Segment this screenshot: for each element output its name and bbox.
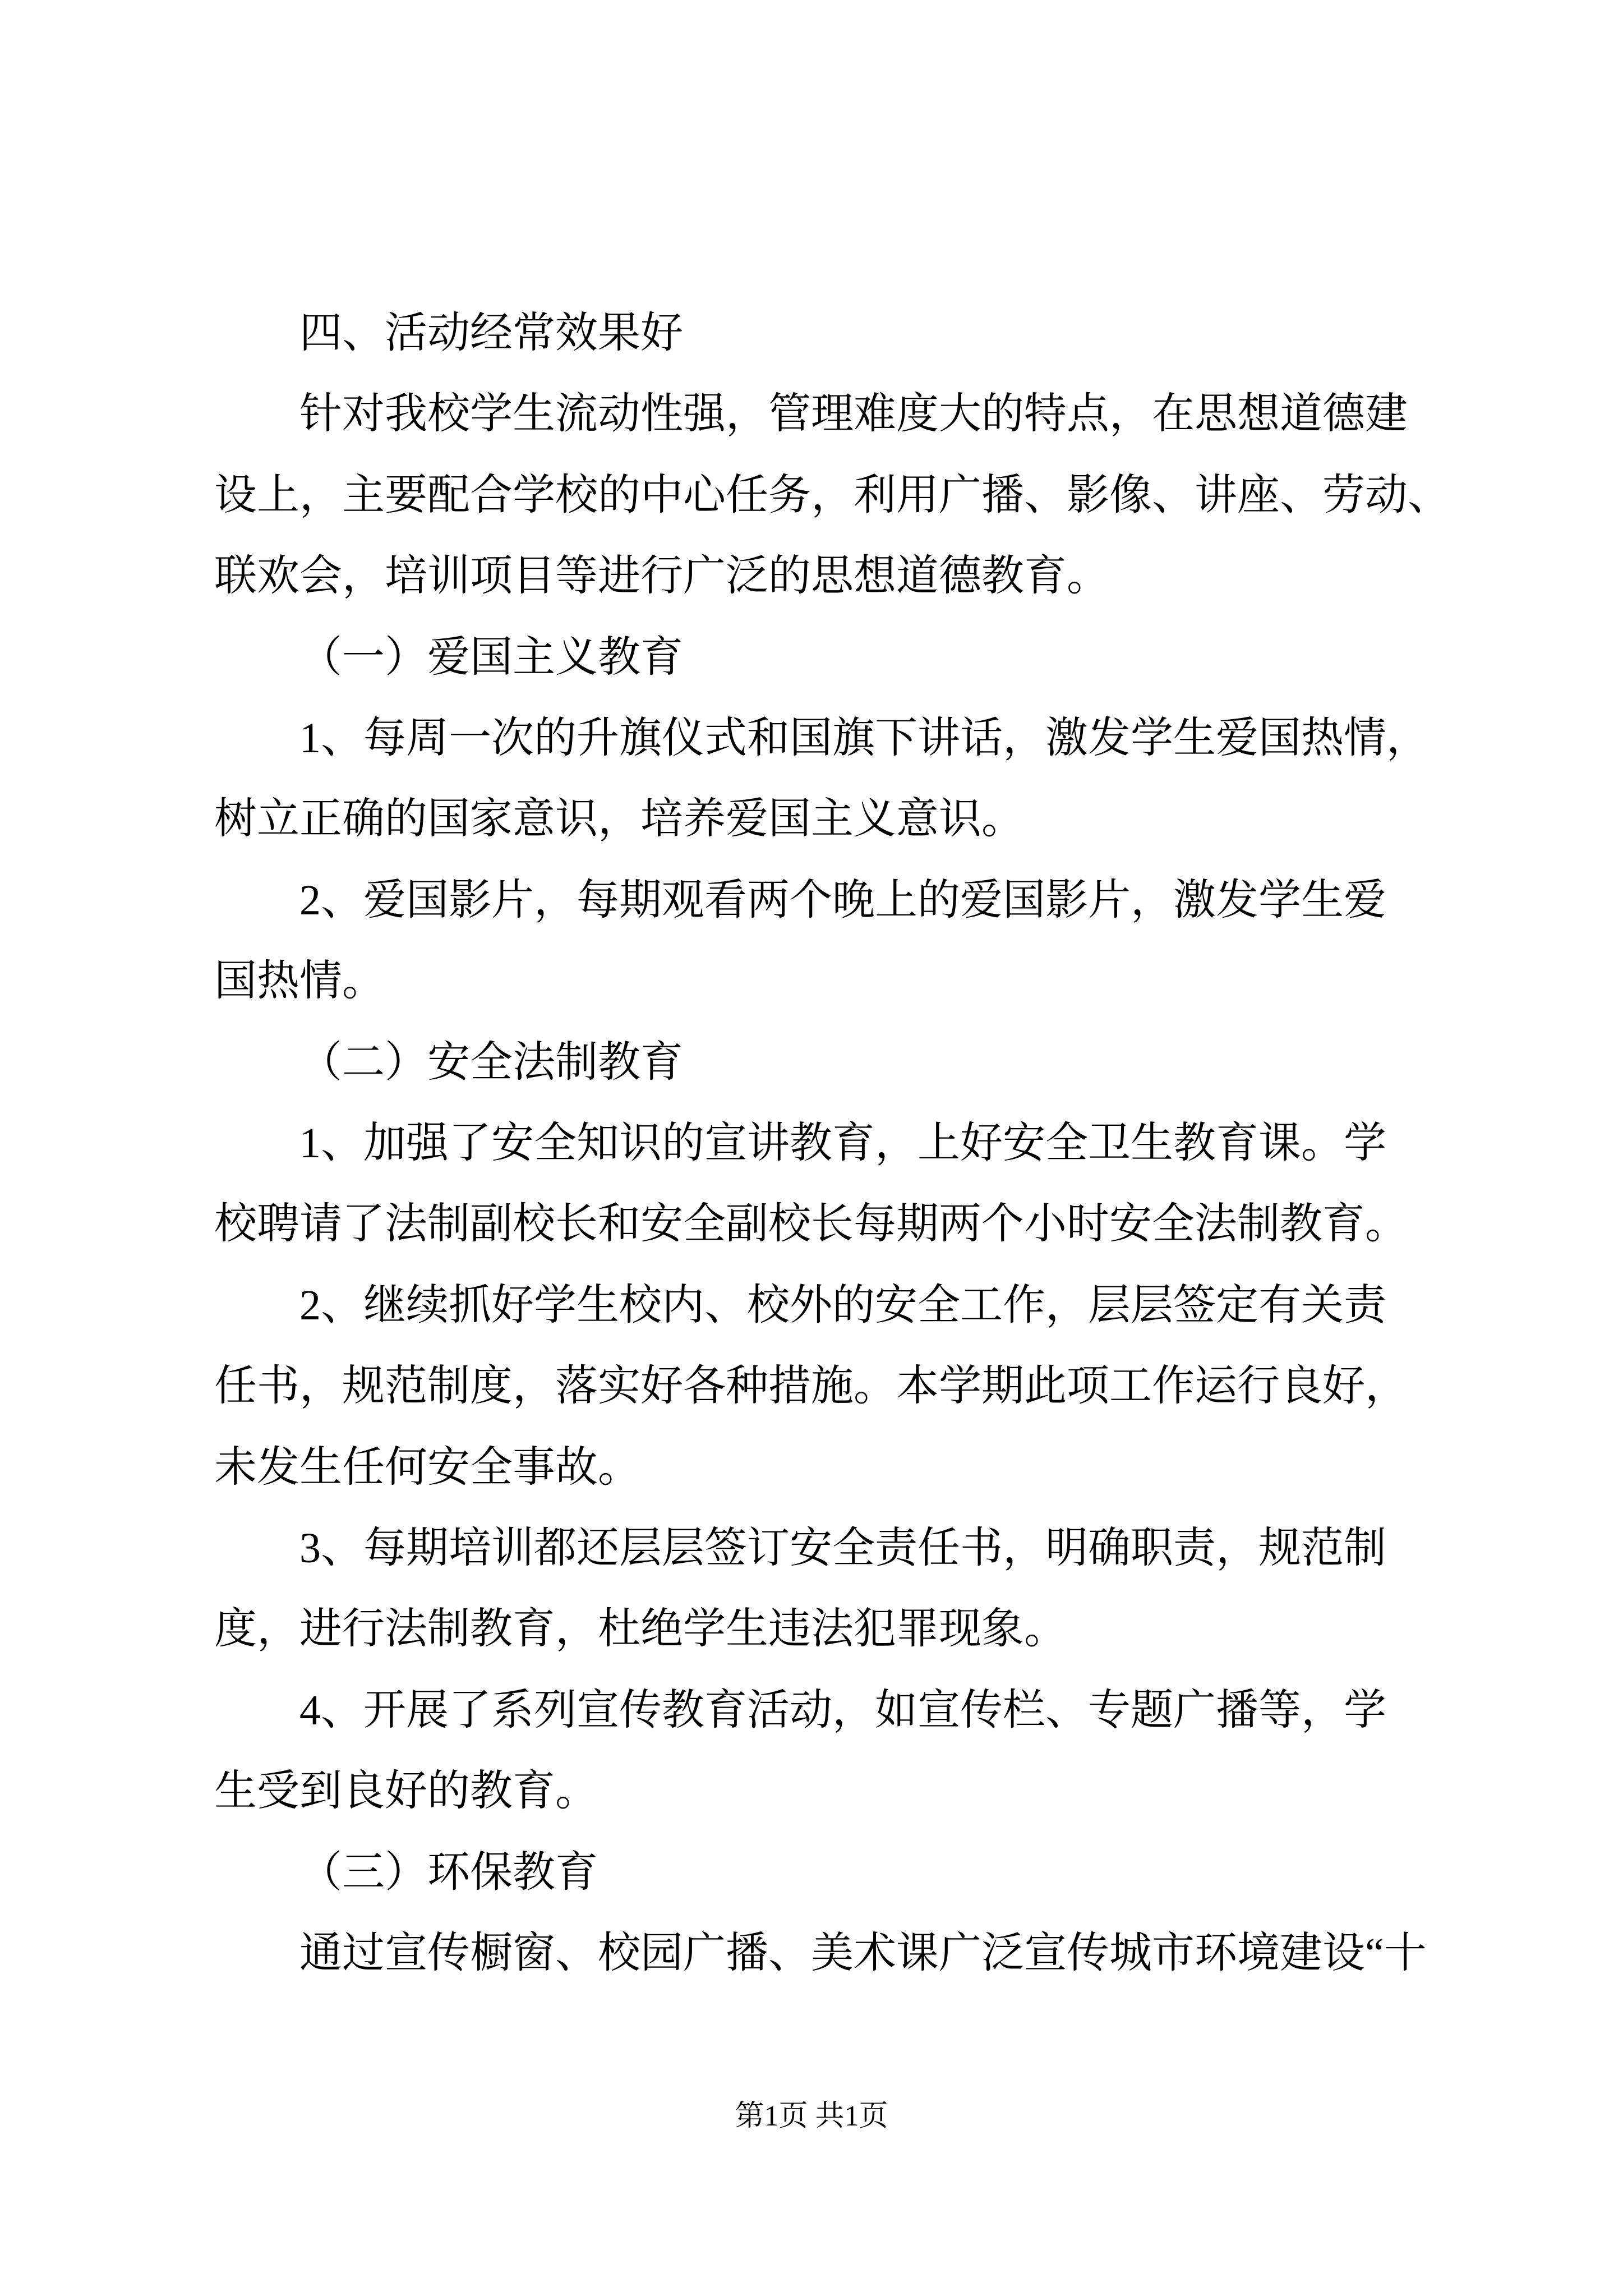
item-line: 3、每期培训都还层层签订安全责任书，明确职责，规范制: [299, 1525, 1386, 1572]
intro-line: 设上，主要配合学校的中心任务，利用广播、影像、讲座、劳动、: [214, 472, 1450, 519]
item-line: 2、继续抓好学生校内、校外的安全工作，层层签定有关责: [299, 1282, 1386, 1329]
subsection-heading: （二）安全法制教育: [299, 1039, 683, 1086]
intro-line: 联欢会，培训项目等进行广泛的思想道德教育。: [214, 553, 1109, 600]
subsection-heading: （一）爱国主义教育: [299, 634, 683, 681]
intro-line: 针对我校学生流动性强，管理难度大的特点，在思想道德建: [299, 390, 1408, 438]
item-line: 任书，规范制度，落实好各种措施。本学期此项工作运行良好，: [214, 1363, 1408, 1410]
item-line: 1、每周一次的升旗仪式和国旗下讲话，激发学生爱国热情，: [299, 715, 1429, 762]
page-number-label: 第1页 共1页: [735, 2100, 888, 2132]
item-line: 生受到良好的教育。: [214, 1768, 598, 1815]
item-line: 度，进行法制教育，杜绝学生违法犯罪现象。: [214, 1605, 1067, 1653]
item-line: 树立正确的国家意识，培养爱国主义意识。: [214, 795, 1024, 843]
page-footer: [0, 2100, 1623, 2133]
item-line: 未发生任何安全事故。: [214, 1444, 640, 1491]
item-line: 1、加强了安全知识的宣讲教育，上好安全卫生教育课。学: [299, 1120, 1386, 1167]
item-line: 通过宣传橱窗、校园广播、美术课广泛宣传城市环境建设“十: [299, 1930, 1427, 1977]
subsection-heading: （三）环保教育: [299, 1849, 598, 1896]
item-line: 国热情。: [214, 958, 385, 1005]
item-line: 校聘请了法制副校长和安全副校长每期两个小时安全法制教育。: [214, 1200, 1408, 1248]
item-line: 2、爱国影片，每期观看两个晚上的爱国影片，激发学生爱: [299, 877, 1386, 924]
section-heading-text: 四、活动经常效果好: [299, 310, 683, 357]
item-line: 4、开展了系列宣传教育活动，如宣传栏、专题广播等，学: [299, 1687, 1386, 1734]
